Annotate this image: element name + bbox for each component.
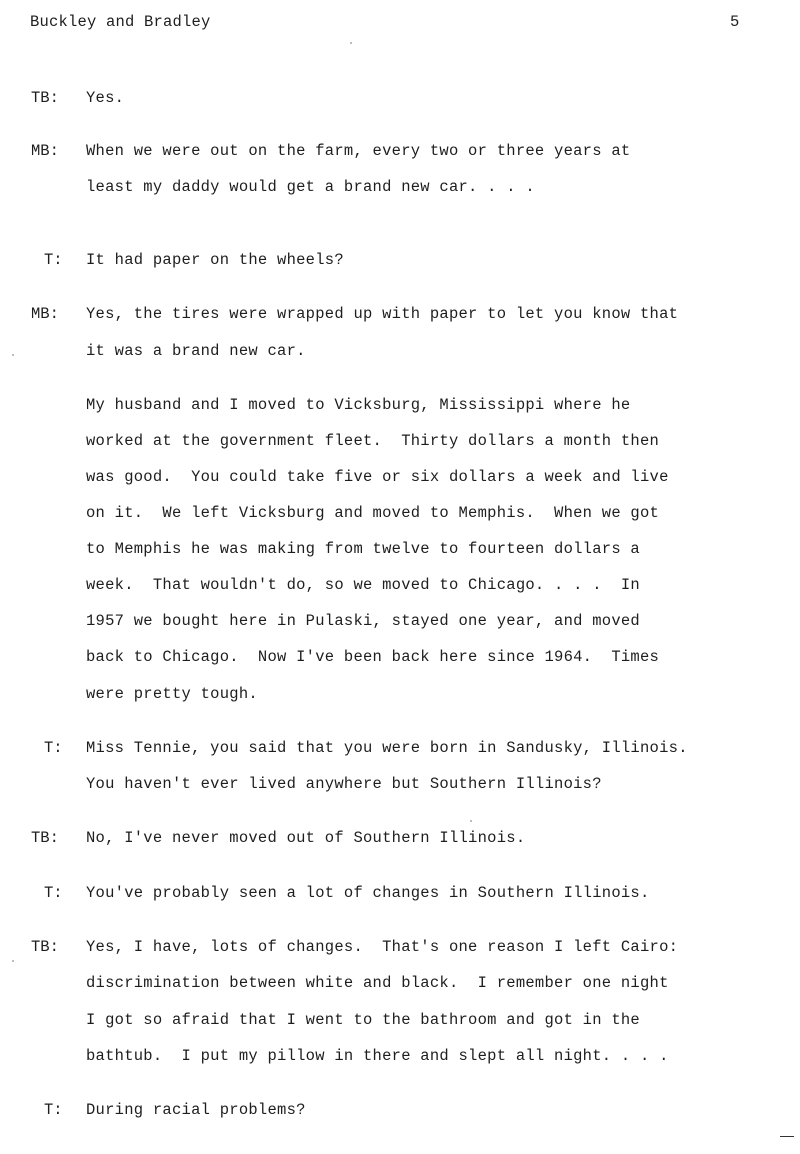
transcript-line: Yes, the tires were wrapped up with paper to let you know that bbox=[86, 305, 679, 323]
speaker-label: MB: bbox=[31, 305, 59, 323]
transcript-line: I got so afraid that I went to the bathroom and got in the bbox=[86, 1011, 640, 1029]
transcript-line: least my daddy would get a brand new car. . . . bbox=[86, 178, 535, 196]
transcript-line: were pretty tough. bbox=[86, 685, 258, 703]
speaker-label: T: bbox=[44, 884, 63, 902]
transcript-line: No, I've never moved out of Southern Illinois. bbox=[86, 829, 526, 847]
speaker-label: T: bbox=[44, 739, 63, 757]
transcript-line: Yes, I have, lots of changes. That's one reason I left Cairo: bbox=[86, 938, 679, 956]
speaker-label: T: bbox=[44, 251, 63, 269]
transcript-line: on it. We left Vicksburg and moved to Memphis. When we got bbox=[86, 504, 660, 522]
transcript-line: When we were out on the farm, every two or three years at bbox=[86, 142, 631, 160]
transcript-line: My husband and I moved to Vicksburg, Mississippi where he bbox=[86, 396, 631, 414]
scan-speck bbox=[12, 960, 14, 962]
transcript-line: You've probably seen a lot of changes in Southern Illinois. bbox=[86, 884, 650, 902]
transcript-line: It had paper on the wheels? bbox=[86, 251, 344, 269]
scan-speck bbox=[350, 42, 352, 44]
speaker-label: T: bbox=[44, 1101, 63, 1119]
scan-speck bbox=[12, 354, 14, 356]
transcript-line: Miss Tennie, you said that you were born in Sandusky, Illinois. bbox=[86, 739, 688, 757]
page-edge-mark bbox=[780, 1136, 794, 1137]
transcript-line: worked at the government fleet. Thirty dollars a month then bbox=[86, 432, 660, 450]
running-header: Buckley and Bradley bbox=[30, 13, 211, 31]
speaker-label: TB: bbox=[31, 829, 59, 847]
transcript-line: Yes. bbox=[86, 89, 125, 107]
scan-speck bbox=[470, 820, 472, 822]
transcript-line: back to Chicago. Now I've been back here since 1964. Times bbox=[86, 648, 660, 666]
transcript-line: to Memphis he was making from twelve to fourteen dollars a bbox=[86, 540, 640, 558]
speaker-label: TB: bbox=[31, 938, 59, 956]
transcript-line: bathtub. I put my pillow in there and slept all night. . . . bbox=[86, 1047, 669, 1065]
transcript-line: You haven't ever lived anywhere but Southern Illinois? bbox=[86, 775, 602, 793]
transcript-line: 1957 we bought here in Pulaski, stayed one year, and moved bbox=[86, 612, 640, 630]
transcript-line: week. That wouldn't do, so we moved to Chicago. . . . In bbox=[86, 576, 640, 594]
transcript-line: During racial problems? bbox=[86, 1101, 306, 1119]
speaker-label: TB: bbox=[31, 89, 59, 107]
transcript-line: discrimination between white and black. I remember one night bbox=[86, 974, 669, 992]
speaker-label: MB: bbox=[31, 142, 59, 160]
transcript-line: it was a brand new car. bbox=[86, 342, 306, 360]
transcript-line: was good. You could take five or six dollars a week and live bbox=[86, 468, 669, 486]
page-number: 5 bbox=[730, 13, 740, 31]
